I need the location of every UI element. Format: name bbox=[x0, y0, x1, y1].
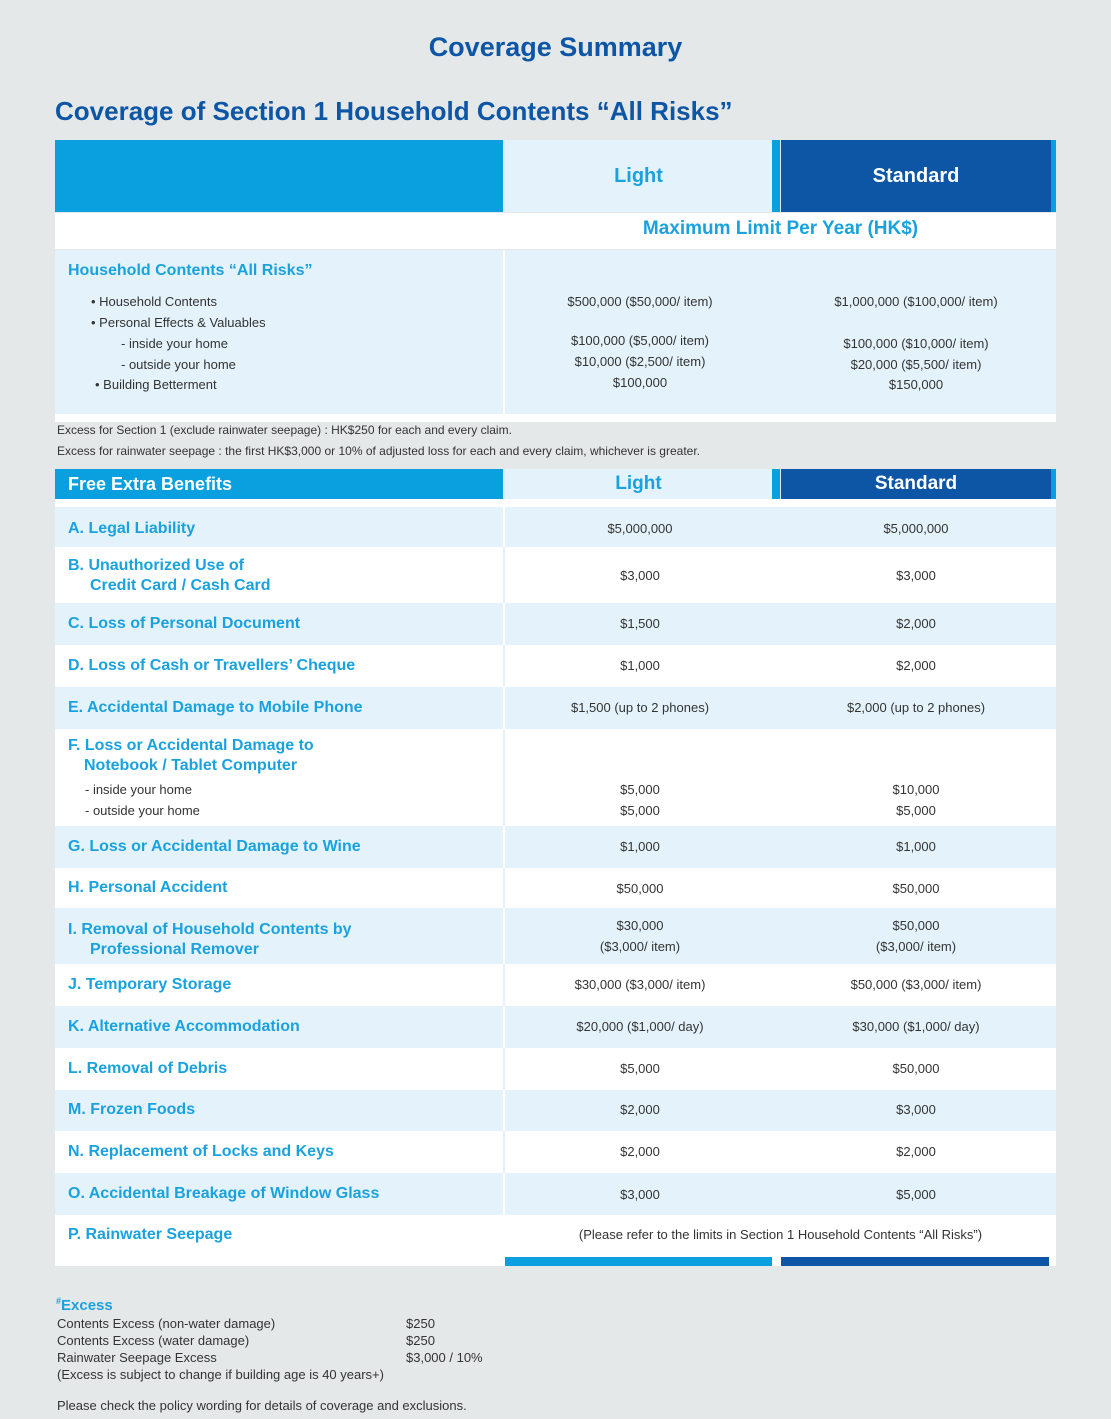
benefit-label-j: J. Temporary Storage bbox=[68, 976, 232, 993]
benefit-light-n: $2,000 bbox=[620, 1144, 660, 1159]
benefit-standard-o: $5,000 bbox=[896, 1187, 936, 1202]
benefit-light-o: $3,000 bbox=[620, 1187, 660, 1202]
excess-mark: # bbox=[56, 1296, 62, 1306]
header-spacer bbox=[55, 499, 1056, 507]
benefit-light-f-outside: $5,000 bbox=[620, 803, 660, 818]
hc-light-household-contents: $500,000 ($50,000/ item) bbox=[567, 294, 713, 309]
benefit-standard-b: $3,000 bbox=[896, 568, 936, 583]
excess-label-rainwater: Rainwater Seepage Excess bbox=[57, 1350, 217, 1365]
hc-item-building-betterment: • Building Betterment bbox=[95, 377, 217, 392]
benefit-label-g: G. Loss or Accidental Damage to Wine bbox=[68, 838, 361, 855]
benefit-standard-d: $2,000 bbox=[896, 658, 936, 673]
benefit-light-c: $1,500 bbox=[620, 616, 660, 631]
benefit-label-k: K. Alternative Accommodation bbox=[68, 1018, 300, 1035]
benefit-light-h: $50,000 bbox=[616, 881, 664, 896]
hc-light-outside-home: $10,000 ($2,500/ item) bbox=[574, 354, 706, 369]
benefit-light-m: $2,000 bbox=[620, 1102, 660, 1117]
header-separator bbox=[772, 469, 780, 499]
benefit-standard-f-outside: $5,000 bbox=[896, 803, 936, 818]
benefit-label-p: P. Rainwater Seepage bbox=[68, 1226, 233, 1243]
benefit-standard-i1: $50,000 bbox=[892, 918, 940, 933]
hc-standard-building-betterment: $150,000 bbox=[888, 377, 944, 392]
excess-note-section1: Excess for Section 1 (exclude rainwater seepage) : HK$250 for each and every claim. bbox=[57, 423, 512, 437]
benefits-header-label: Free Extra Benefits bbox=[68, 474, 233, 494]
benefit-light-e: $1,500 (up to 2 phones) bbox=[570, 700, 710, 715]
benefit-label-i2: Professional Remover bbox=[90, 941, 259, 958]
benefit-light-k: $20,000 ($1,000/ day) bbox=[576, 1019, 704, 1034]
footer-disclaimer: Please check the policy wording for details of coverage and exclusions. bbox=[57, 1398, 467, 1413]
table1-header-blank bbox=[55, 140, 503, 212]
benefit-standard-e: $2,000 (up to 2 phones) bbox=[846, 700, 986, 715]
header-edge bbox=[1051, 140, 1056, 212]
benefit-label-f1: F. Loss or Accidental Damage to bbox=[68, 737, 314, 754]
benefits-plan-standard-label: Standard bbox=[874, 473, 958, 494]
benefit-label-b1: B. Unauthorized Use of bbox=[68, 557, 245, 574]
benefit-label-e: E. Accidental Damage to Mobile Phone bbox=[68, 699, 363, 716]
hc-standard-household-contents: $1,000,000 ($100,000/ item) bbox=[834, 294, 998, 309]
hc-item-outside-home: - outside your home bbox=[121, 357, 236, 372]
benefit-label-c: C. Loss of Personal Document bbox=[68, 615, 301, 632]
benefit-label-h: H. Personal Accident bbox=[68, 879, 228, 896]
benefit-standard-a: $5,000,000 bbox=[883, 521, 949, 536]
hc-standard-outside-home: $20,000 ($5,500/ item) bbox=[850, 357, 982, 372]
benefit-standard-h: $50,000 bbox=[892, 881, 940, 896]
light-column-footer-bar bbox=[505, 1257, 772, 1266]
hc-standard-inside-home: $100,000 ($10,000/ item) bbox=[843, 336, 989, 351]
benefits-header-standard bbox=[781, 469, 1051, 499]
benefit-standard-j: $50,000 ($3,000/ item) bbox=[850, 977, 982, 992]
excess-title-text: Excess bbox=[61, 1297, 113, 1314]
benefit-light-b: $3,000 bbox=[620, 568, 660, 583]
benefit-label-i1: I. Removal of Household Contents by bbox=[68, 921, 352, 938]
hc-light-inside-home: $100,000 ($5,000/ item) bbox=[570, 333, 710, 348]
table1-header-standard bbox=[781, 140, 1051, 212]
plan-standard-label: Standard bbox=[872, 164, 960, 187]
benefit-value-p: (Please refer to the limits in Section 1 Household Contents “All Risks”) bbox=[578, 1227, 983, 1242]
benefit-light-j: $30,000 ($3,000/ item) bbox=[574, 977, 706, 992]
benefit-standard-f-inside: $10,000 bbox=[892, 782, 940, 797]
benefit-label-f2: Notebook / Tablet Computer bbox=[84, 757, 298, 774]
benefit-standard-i2: ($3,000/ item) bbox=[875, 939, 957, 954]
benefit-label-b2: Credit Card / Cash Card bbox=[90, 577, 271, 594]
standard-column-footer-bar bbox=[781, 1257, 1049, 1266]
excess-label-non-water: Contents Excess (non-water damage) bbox=[57, 1316, 276, 1331]
household-contents-title: Household Contents “All Risks” bbox=[68, 262, 313, 279]
hc-item-household-contents: • Household Contents bbox=[91, 294, 217, 309]
benefit-light-i1: $30,000 bbox=[616, 918, 664, 933]
hc-item-inside-home: - inside your home bbox=[121, 336, 228, 351]
benefit-standard-m: $3,000 bbox=[896, 1102, 936, 1117]
benefit-light-a: $5,000,000 bbox=[607, 521, 673, 536]
max-limit-label: Maximum Limit Per Year (HK$) bbox=[642, 218, 919, 239]
excess-label-water: Contents Excess (water damage) bbox=[57, 1333, 250, 1348]
section-title: Coverage of Section 1 Household Contents “All Risks” bbox=[55, 96, 733, 126]
benefits-plan-light-label: Light bbox=[615, 473, 662, 494]
excess-value-rainwater: $3,000 / 10% bbox=[406, 1350, 483, 1365]
excess-value-water: $250 bbox=[406, 1333, 435, 1348]
benefit-label-l: L. Removal of Debris bbox=[68, 1060, 228, 1077]
table1-header-light bbox=[505, 140, 772, 212]
benefit-label-n: N. Replacement of Locks and Keys bbox=[68, 1143, 334, 1160]
benefit-label-d: D. Loss of Cash or Travellers’ Cheque bbox=[68, 657, 356, 674]
hc-light-building-betterment: $100,000 bbox=[612, 375, 668, 390]
benefit-standard-n: $2,000 bbox=[896, 1144, 936, 1159]
benefit-light-g: $1,000 bbox=[620, 839, 660, 854]
benefit-label-a: A. Legal Liability bbox=[68, 520, 196, 537]
page-title: Coverage Summary bbox=[428, 32, 683, 62]
excess-note-rainwater: Excess for rainwater seepage : the first HK$3,000 or 10% of adjusted loss for each and every claim, whichever is greater. bbox=[57, 444, 700, 458]
plan-light-label: Light bbox=[614, 164, 663, 187]
benefit-light-i2: ($3,000/ item) bbox=[599, 939, 681, 954]
benefit-light-d: $1,000 bbox=[620, 658, 660, 673]
excess-title bbox=[56, 1296, 113, 1314]
benefit-standard-l: $50,000 bbox=[892, 1061, 940, 1076]
excess-value-non-water: $250 bbox=[406, 1316, 435, 1331]
benefit-light-l: $5,000 bbox=[620, 1061, 660, 1076]
benefit-standard-k: $30,000 ($1,000/ day) bbox=[852, 1019, 980, 1034]
benefit-standard-c: $2,000 bbox=[896, 616, 936, 631]
hc-item-personal-effects: • Personal Effects & Valuables bbox=[91, 315, 266, 330]
benefit-label-o: O. Accidental Breakage of Window Glass bbox=[68, 1185, 380, 1202]
header-separator bbox=[772, 140, 780, 212]
benefit-sub-f-outside: - outside your home bbox=[85, 803, 200, 818]
excess-note: (Excess is subject to change if building age is 40 years+) bbox=[57, 1367, 384, 1382]
benefit-sub-f-inside: - inside your home bbox=[85, 782, 192, 797]
benefit-light-f-inside: $5,000 bbox=[620, 782, 660, 797]
benefit-standard-g: $1,000 bbox=[896, 839, 936, 854]
benefit-label-m: M. Frozen Foods bbox=[68, 1101, 196, 1118]
block-spacer bbox=[55, 414, 1056, 422]
header-edge bbox=[1051, 469, 1056, 499]
benefits-header-light bbox=[505, 469, 772, 499]
